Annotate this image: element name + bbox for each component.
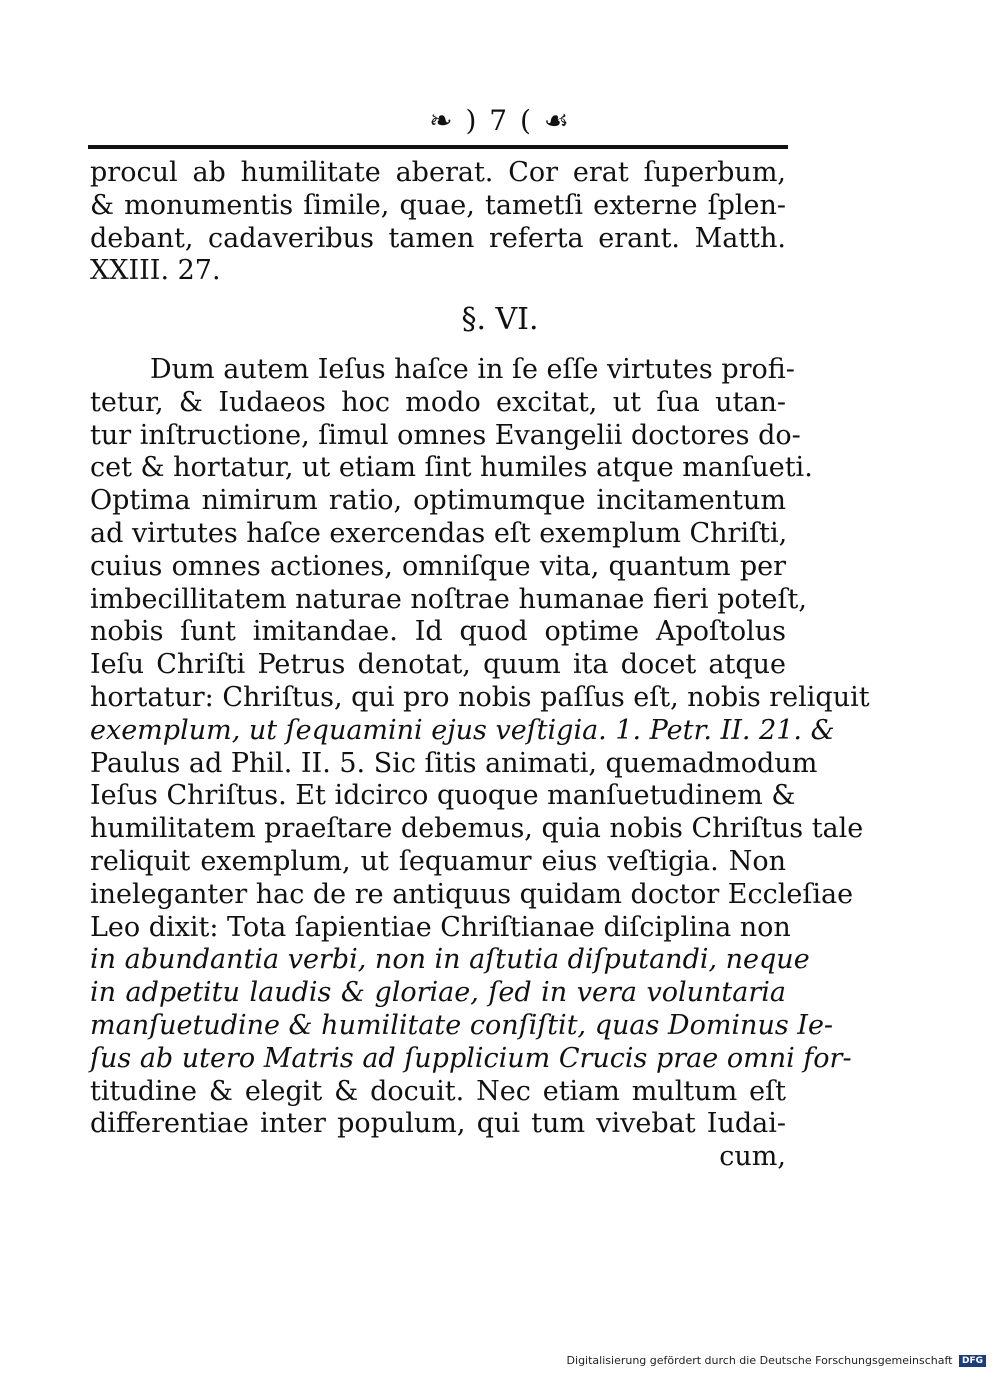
text-line: Optima nimirum ratio, optimumque incitamentum — [90, 485, 786, 517]
text-line: procul ab humilitate aberat. Cor erat ſuperbum, — [90, 157, 786, 188]
text-line: ineleganter hac de re antiquus quidam doctor Eccleſiae — [90, 878, 854, 910]
text-line: tetur, & Iudaeos hoc modo excitat, ut ſua utan- — [90, 386, 786, 418]
text-line: reliquit exemplum, ut ſequamur eius veſtigia. Non — [90, 845, 786, 877]
page-number-header: ❧ ) 7 ( ☙ — [429, 104, 571, 137]
text-line: in adpetitu laudis & gloriae, ſed in vera voluntaria — [90, 977, 786, 1009]
text-line: tur inſtructione, ſimul omnes Evangelii doctores do- — [90, 419, 801, 451]
text-line: Ieſus Chriſtus. Et idcirco quoque manſuetudinem & — [90, 780, 796, 812]
text-line: humilitatem praeſtare debemus, quia nobis Chriſtus tale — [90, 813, 864, 845]
continuation-paragraph — [90, 157, 786, 288]
text-line: & monumentis ſimile, quae, tametſi externe ſplen- — [90, 189, 786, 221]
text-line: imbecillitatem naturae noſtrae humanae fieri poteſt, — [90, 583, 807, 615]
text-line: debant, cadaveribus tamen referta erant. Matth. — [90, 222, 786, 254]
dfg-logo: DFG — [959, 1355, 986, 1367]
section-heading: §. VI. — [461, 302, 539, 337]
text-line: Leo dixit: Tota ſapientiae Chriſtianae diſciplina non — [90, 911, 791, 943]
digitization-credit — [567, 1354, 986, 1367]
text-line: hortatur: Chriſtus, qui pro nobis paſſus eſt, nobis reliquit — [90, 681, 870, 713]
header-rule — [88, 145, 788, 149]
text-line: Ieſu Chriſti Petrus denotat, quum ita docet atque — [90, 649, 786, 681]
text-line: XXIII. 27. — [90, 255, 221, 287]
text-line: ad virtutes haſce exercendas eſt exemplum Chriſti, — [90, 517, 788, 549]
text-line: differentiae inter populum, qui tum vivebat Iudai- — [90, 1108, 786, 1140]
catchword: cum, — [719, 1141, 786, 1173]
text-line: Dum autem Ieſus haſce in ſe eſſe virtutes profi- — [150, 354, 795, 385]
text-line: exemplum, ut ſequamini ejus veſtigia. 1. Petr. II. 21. & — [90, 714, 835, 746]
text-line: cet & hortatur, ut etiam ſint humiles atque manſueti. — [90, 452, 813, 484]
text-line: cuius omnes actiones, omniſque vita, quantum per — [90, 550, 786, 582]
text-line: in abundantia verbi, non in aſtutia diſputandi, neque — [90, 944, 810, 976]
text-line: manſuetudine & humilitate conſiſtit, quas Dominus Ie- — [90, 1009, 834, 1041]
main-paragraph — [90, 354, 870, 1174]
credit-text: Digitalisierung gefördert durch die Deutsche Forschungsgemeinschaft — [566, 1354, 953, 1367]
text-line: Paulus ad Phil. II. 5. Sic ſitis animati, quemadmodum — [90, 747, 818, 779]
text-line: titudine & elegit & docuit. Nec etiam multum eſt — [90, 1075, 786, 1107]
text-line: nobis ſunt imitandae. Id quod optime Apoſtolus — [90, 616, 786, 648]
text-line: ſus ab utero Matris ad ſupplicium Crucis prae omni for- — [90, 1042, 852, 1074]
